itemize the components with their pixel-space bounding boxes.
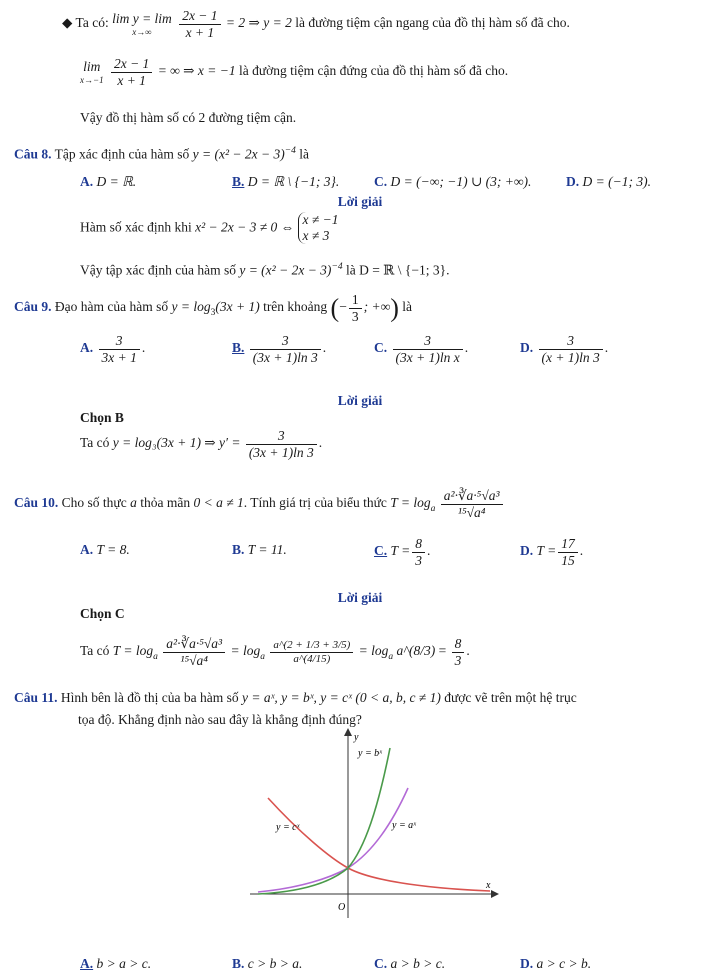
option-text: b > a > c. bbox=[96, 956, 152, 971]
numerator: 3 bbox=[99, 333, 140, 350]
fraction bbox=[349, 292, 362, 324]
q10-option-c[interactable]: C. T = $\frac{8}{3}$ . bbox=[374, 536, 431, 568]
option-letter: A. bbox=[80, 956, 94, 971]
q9-option-c[interactable]: C. $\frac{3}{\text{(3x + 1)ln x}}$ . bbox=[374, 333, 469, 365]
option-text: T = 8. bbox=[96, 542, 130, 557]
text: x→−1 bbox=[80, 74, 104, 85]
text: là bbox=[299, 146, 310, 162]
option-text: D = (−1; 3). bbox=[582, 174, 651, 189]
math: − bbox=[339, 299, 347, 315]
bullet-icon: ◆ bbox=[62, 15, 73, 31]
math: y = (x² − 2x − 3) bbox=[239, 262, 332, 278]
math: ; +∞ bbox=[363, 299, 391, 315]
case: x ≠ 3 bbox=[302, 228, 330, 244]
math: 3 bbox=[210, 307, 216, 318]
question-label: Câu 8. bbox=[14, 146, 52, 162]
q8-option-d[interactable] bbox=[566, 174, 651, 190]
option-letter: D. bbox=[520, 543, 534, 559]
numerator: 17 bbox=[558, 536, 578, 553]
y-axis-label: y bbox=[354, 732, 359, 743]
q9-option-d[interactable]: D. $\frac{3}{(x + 1)\ln 3}$ . bbox=[520, 333, 609, 365]
denominator: ¹⁵√a⁴ bbox=[180, 652, 208, 668]
math: y = (x² − 2x − 3) bbox=[192, 146, 285, 162]
case: x ≠ −1 bbox=[302, 212, 339, 227]
denominator: 3 bbox=[415, 552, 422, 568]
option-text: D = ℝ \ {−1; 3}. bbox=[247, 174, 340, 189]
case-brace bbox=[298, 212, 339, 244]
fraction bbox=[412, 536, 425, 568]
option-text: T = bbox=[390, 543, 411, 559]
text: Ta có bbox=[80, 643, 110, 659]
text: là bbox=[402, 299, 412, 315]
option-text: a > b > c. bbox=[390, 956, 446, 971]
denominator: x + 1 bbox=[117, 72, 146, 88]
text: Cho số thực bbox=[61, 495, 127, 511]
math: −4 bbox=[284, 146, 296, 156]
text: Hình bên là đồ thị của ba hàm số bbox=[60, 690, 239, 705]
text: là đường tiệm cận ngang của đồ thị hàm số đã cho. bbox=[291, 15, 570, 31]
question-10 bbox=[14, 488, 505, 520]
q10-solution: Ta có $T = \log_a$ $\frac{\text{a²·∛a·⁵√a³}}{\text{¹⁵√a⁴}}$ = $\log_a$ $\frac{a\^{}(2 + 1/3 + 3/5)}{a\^{}(4/15)}$ = $\log_a$ a^(8/3) = $\frac{8}{3}$ . bbox=[80, 636, 470, 668]
q11-option-b[interactable] bbox=[232, 956, 302, 972]
option-letter: B. bbox=[232, 956, 245, 971]
math: a bbox=[430, 503, 436, 514]
question-8 bbox=[14, 146, 309, 163]
paren-right: ) bbox=[390, 293, 399, 323]
denominator: ¹⁵√a⁴ bbox=[457, 504, 486, 520]
math: y = aˣ, y = bˣ, y = cˣ (0 < a, b, c ≠ 1) bbox=[241, 690, 441, 705]
label-b: y = bˣ bbox=[358, 748, 383, 759]
numerator: a^(2 + 1/3 + 3/5) bbox=[270, 639, 353, 653]
q8-solution-1 bbox=[80, 212, 339, 244]
text: = ∞ ⇒ x = −1 bbox=[157, 63, 236, 79]
q11-option-d[interactable] bbox=[520, 956, 591, 972]
option-letter: D. bbox=[520, 956, 534, 971]
option-letter: A. bbox=[80, 174, 94, 189]
math: x² − 2x − 3 ≠ 0 ⇔ bbox=[195, 219, 295, 235]
text: Tập xác định của hàm số bbox=[54, 146, 190, 162]
math: 0 < a ≠ 1 bbox=[193, 495, 244, 511]
math: (3x + 1) bbox=[215, 299, 260, 315]
q10-solution-header: Lời giải bbox=[337, 590, 383, 605]
fraction bbox=[163, 636, 225, 668]
question-label: Câu 10. bbox=[14, 495, 59, 511]
denominator: 15 bbox=[561, 552, 575, 568]
text: . Tính giá trị của biểu thức bbox=[243, 495, 387, 511]
question-11 bbox=[14, 690, 577, 706]
text: là D = ℝ \ {−1; 3}. bbox=[345, 262, 450, 278]
numerator: 3 bbox=[246, 428, 317, 445]
text: là đường tiệm cận đứng của đồ thị hàm số đã cho. bbox=[235, 63, 509, 79]
denominator: 3 bbox=[351, 308, 359, 324]
q11-option-c[interactable] bbox=[374, 956, 445, 972]
denominator: (3x + 1)ln 3 bbox=[252, 349, 318, 365]
paren-left: ( bbox=[330, 293, 340, 323]
curve-c bbox=[268, 798, 490, 891]
fraction bbox=[539, 333, 603, 365]
curve-b bbox=[258, 748, 390, 894]
x-axis-label: x bbox=[486, 880, 491, 891]
fraction bbox=[99, 333, 140, 365]
option-letter: D. bbox=[566, 174, 580, 189]
limit bbox=[112, 11, 172, 36]
denominator: (3x + 1)ln x bbox=[395, 349, 460, 365]
fraction bbox=[246, 428, 317, 460]
label-c: y = cˣ bbox=[276, 822, 300, 833]
conclusion: Vậy đồ thị hàm số có 2 đường tiệm cận. bbox=[80, 110, 297, 125]
question-9 bbox=[14, 292, 412, 324]
math: a bbox=[388, 651, 394, 662]
math: = log bbox=[358, 643, 389, 659]
limit bbox=[80, 59, 104, 84]
numerator: 3 bbox=[539, 333, 603, 350]
math: a bbox=[130, 495, 137, 511]
q8-solution-2 bbox=[80, 262, 450, 279]
fraction bbox=[441, 488, 503, 520]
option-letter: A. bbox=[80, 542, 94, 557]
q8-solution-header: Lời giải bbox=[337, 194, 383, 209]
q9-solution: Ta có y = log₃(3x + 1) ⇒ y′ = $\frac{3}{(3x + 1)\ln 3}$ . bbox=[80, 428, 323, 460]
numerator: 8 bbox=[412, 536, 425, 553]
fraction bbox=[111, 56, 152, 88]
numerator: 8 bbox=[452, 636, 465, 653]
q9-solution-header: Lời giải bbox=[337, 393, 383, 408]
text: lim y = lim bbox=[112, 11, 172, 27]
text: trên khoảng bbox=[263, 299, 328, 315]
option-letter: B. bbox=[232, 542, 245, 557]
label-a: y = aˣ bbox=[392, 820, 417, 831]
numerator: 2x − 1 bbox=[179, 8, 220, 25]
denominator: x + 1 bbox=[185, 24, 215, 40]
curve-a bbox=[258, 788, 408, 892]
fraction bbox=[270, 639, 353, 665]
q10-choice: Chọn C bbox=[80, 606, 125, 621]
option-text: a > c > b. bbox=[536, 956, 592, 971]
q9-option-a[interactable]: A. $\frac{3}{3x + 1}$ . bbox=[80, 333, 146, 365]
text: thỏa mãn bbox=[140, 495, 191, 511]
fraction bbox=[452, 636, 465, 668]
math: a bbox=[260, 651, 265, 662]
text: Hàm số xác định khi bbox=[80, 219, 192, 235]
question-label: Câu 9. bbox=[14, 299, 52, 315]
text: Ta có: bbox=[75, 15, 109, 31]
denominator: (x + 1)ln 3 bbox=[541, 349, 600, 365]
option-text: D = (−∞; −1) ∪ (3; +∞). bbox=[390, 174, 532, 189]
q10-option-b[interactable] bbox=[232, 542, 287, 558]
limit-line-1 bbox=[62, 8, 570, 40]
fraction bbox=[179, 8, 220, 40]
math: T = log bbox=[390, 495, 431, 511]
q8-option-a[interactable] bbox=[80, 174, 136, 190]
math: a bbox=[153, 651, 158, 662]
option-text: T = 11. bbox=[247, 542, 287, 557]
origin-label: O bbox=[338, 902, 346, 913]
math: y = log bbox=[171, 299, 211, 315]
numerator: a²·∛a·⁵√a³ bbox=[163, 636, 225, 653]
q10-option-d[interactable]: D. T = $\frac{17}{15}$ . bbox=[520, 536, 584, 568]
q10-option-a[interactable] bbox=[80, 542, 130, 558]
question-11-line-2: tọa độ. Khẳng định nào sau đây là khẳng định đúng? bbox=[78, 712, 362, 727]
q8-option-b[interactable] bbox=[232, 174, 339, 190]
text: x→∞ bbox=[132, 26, 152, 37]
option-letter: C. bbox=[374, 543, 388, 559]
numerator: 2x − 1 bbox=[111, 56, 152, 73]
text: Ta có bbox=[80, 435, 110, 451]
numerator: 1 bbox=[349, 292, 362, 309]
math: = log bbox=[230, 643, 261, 659]
text: được vẽ trên một hệ trục bbox=[444, 690, 577, 705]
denominator: 3x + 1 bbox=[101, 349, 137, 365]
math: T = log bbox=[112, 643, 154, 659]
question-label: Câu 11. bbox=[14, 690, 58, 705]
denominator: 3 bbox=[454, 652, 462, 668]
numerator: 3 bbox=[250, 333, 321, 350]
text: Vậy tập xác định của hàm số bbox=[80, 262, 236, 278]
numerator: a²·∛a·⁵√a³ bbox=[441, 488, 503, 505]
fraction bbox=[393, 333, 463, 365]
q11-option-a[interactable] bbox=[80, 956, 151, 972]
text: = 2 ⇒ y = 2 bbox=[225, 15, 292, 31]
text: Đạo hàm của hàm số bbox=[54, 299, 169, 315]
q9-option-b[interactable]: B. $\frac{3}{(3x + 1)\ln 3}$ . bbox=[232, 333, 327, 365]
text: lim bbox=[83, 59, 101, 75]
math: a^(8/3) bbox=[396, 643, 436, 659]
denominator: (3x + 1)ln 3 bbox=[248, 444, 314, 460]
option-letter: B. bbox=[232, 174, 245, 189]
exponential-graph bbox=[250, 728, 500, 920]
q9-choice: Chọn B bbox=[80, 410, 124, 425]
option-letter: B. bbox=[232, 340, 245, 356]
denominator: a^(4/15) bbox=[293, 652, 331, 665]
fraction bbox=[558, 536, 578, 568]
q8-option-c[interactable] bbox=[374, 174, 531, 190]
option-text: c > b > a. bbox=[247, 956, 303, 971]
limit-line-2 bbox=[80, 56, 508, 88]
option-letter: A. bbox=[80, 340, 94, 356]
option-letter: D. bbox=[520, 340, 534, 356]
numerator: 3 bbox=[393, 333, 463, 350]
math: −4 bbox=[331, 262, 343, 272]
option-text: D = ℝ. bbox=[96, 174, 137, 189]
option-text: T = bbox=[536, 543, 557, 559]
option-letter: C. bbox=[374, 956, 388, 971]
option-letter: C. bbox=[374, 340, 388, 356]
math: y = log₃(3x + 1) ⇒ y′ = bbox=[112, 435, 241, 451]
option-letter: C. bbox=[374, 174, 388, 189]
fraction bbox=[250, 333, 321, 365]
